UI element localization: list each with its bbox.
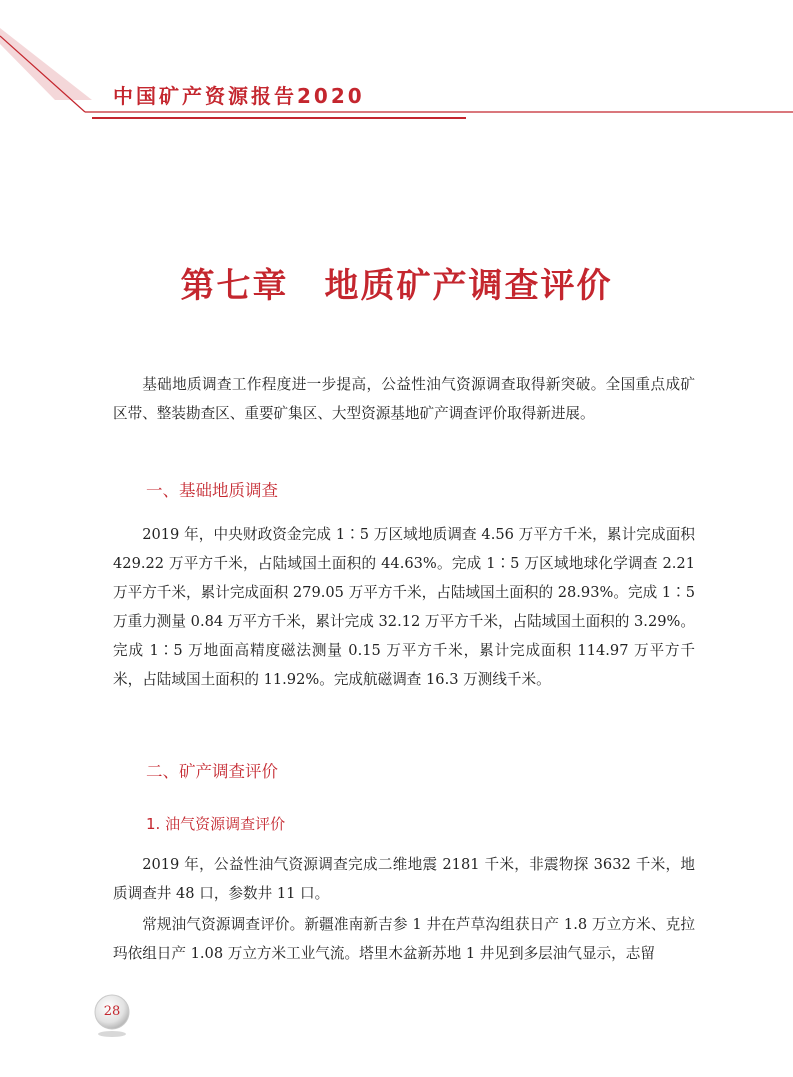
- subsection-heading-oil-gas: 1. 油气资源调查评价: [146, 815, 286, 833]
- oil-gas-paragraph-2: 常规油气资源调查评价。新疆准南新吉参 1 井在芦草沟组获日产 1.8 万立方米、克拉玛依组日产 1.08 万立方米工业气流。塔里木盆新苏地 1 井见到多层油气显示，志留: [113, 916, 695, 962]
- chapter-title: 第七章 地质矿产调查评价: [180, 266, 613, 306]
- section-heading-basic-geology: 一、基础地质调查: [146, 481, 278, 500]
- oil-gas-paragraph-1: 2019 年，公益性油气资源调查完成二维地震 2181 千米，非震物探 3632 千米，地质调查井 48 口，参数井 11 口。: [113, 856, 695, 902]
- basic-geology-paragraph: 2019 年，中央财政资金完成 1∶5 万区域地质调查 4.56 万平方千米，累计完成面积 429.22 万平方千米，占陆域国土面积的 44.63%。完成 1∶5 万区域地球化学调查 2.21 万平方千米，累计完成面积 279.05 万平方千米，占陆域国土面积的 28.93%。完成 1∶5 万重力测量 0.84 万平方千米，累计完成 32.12 万平方千米，占陆域国土面积的 3.29%。完成 1∶5 万地面高精度磁法测量 0.15 万平方千米，累计完成面积 114.97 万平方千米，占陆域国土面积的 11.92%。完成航磁调查 16.3 万测线千米。: [113, 526, 695, 688]
- page-number: 28: [103, 1004, 121, 1019]
- intro-paragraph: 基础地质调查工作程度进一步提高，公益性油气资源调查取得新突破。全国重点成矿区带、整装勘查区、重要矿集区、大型资源基地矿产调查评价取得新进展。: [113, 376, 695, 422]
- section-heading-mineral-survey: 二、矿产调查评价: [146, 762, 278, 781]
- running-header-title: 中国矿产资源报告2020: [113, 84, 365, 108]
- header-decoration: [0, 0, 793, 130]
